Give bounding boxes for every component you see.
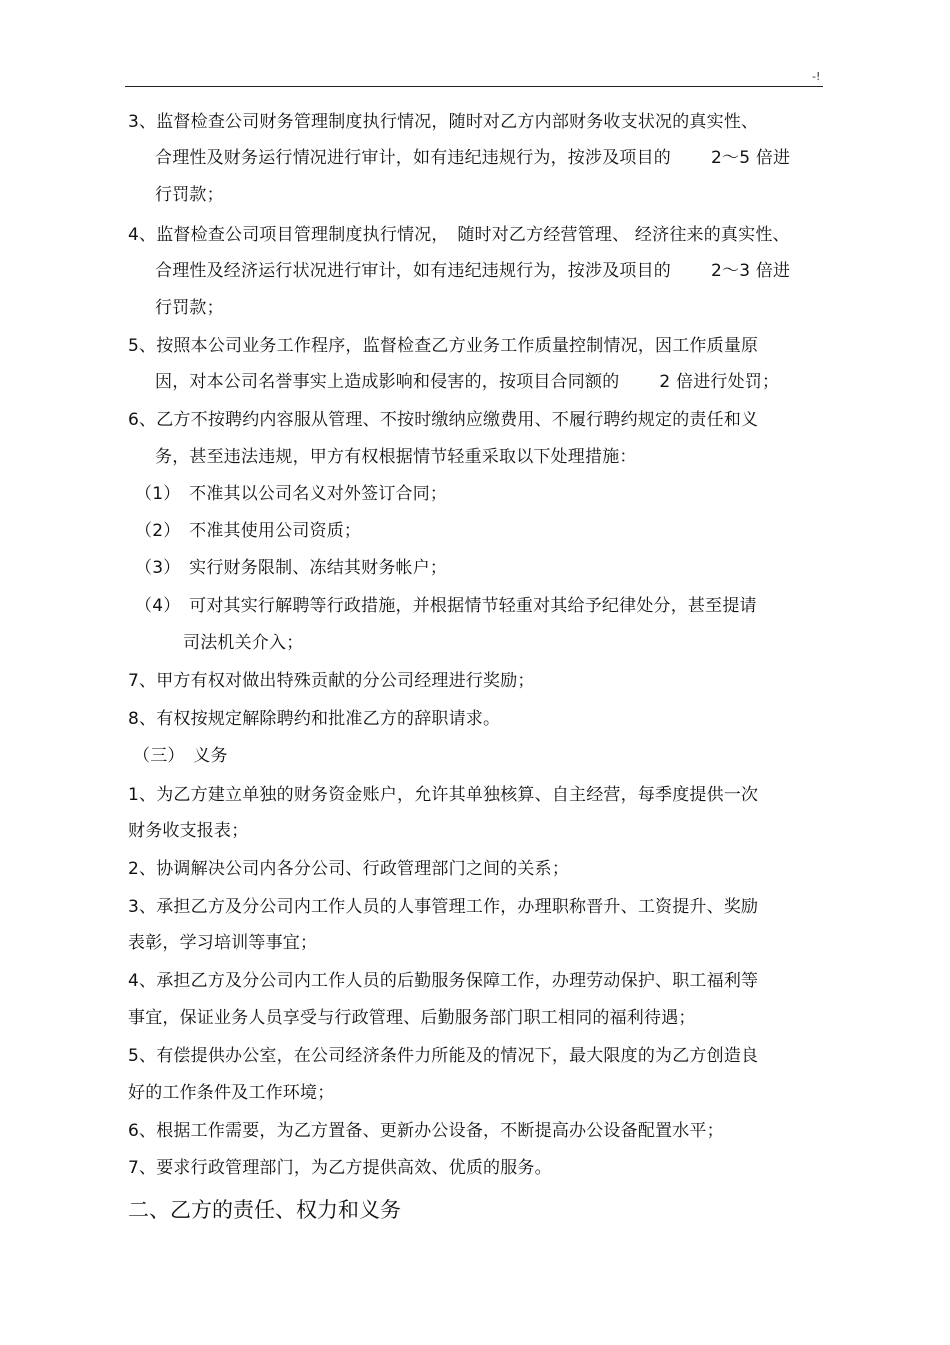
- text-line: 2、协调解决公司内各分公司、行政管理部门之间的关系；: [128, 859, 570, 879]
- text-line: 1、为乙方建立单独的财务资金账户，允许其单独核算、自主经营，每季度提供一次: [128, 785, 759, 805]
- text-line: 6、根据工作需要，为乙方置备、更新办公设备，不断提高办公设备配置水平；: [128, 1121, 724, 1141]
- text-line: 4、承担乙方及分公司内工作人员的后勤服务保障工作，办理劳动保护、职工福利等: [128, 971, 759, 991]
- header-rule: [125, 86, 823, 87]
- text-line: 因，对本公司名誉事实上造成影响和侵害的，按项目合同额的 2 倍进行处罚；: [155, 372, 780, 392]
- section-heading: 二、乙方的责任、权力和义务: [128, 1198, 401, 1222]
- list-item: （3） 实行财务限制、冻结其财务帐户；: [135, 558, 448, 578]
- list-item: （1） 不准其以公司名义对外签订合同；: [135, 484, 448, 504]
- text-line: 行罚款；: [155, 185, 224, 205]
- list-item: （4） 可对其实行解聘等行政措施，并根据情节轻重对其给予纪律处分，甚至提请: [135, 596, 757, 616]
- text-line: 7、甲方有权对做出特殊贡献的分公司经理进行奖励；: [128, 671, 535, 691]
- text-line: 3、监督检查公司财务管理制度执行情况，随时对乙方内部财务收支状况的真实性、: [128, 112, 759, 132]
- text-line: 事宜，保证业务人员享受与行政管理、后勤服务部门职工相同的福利待遇；: [128, 1008, 696, 1028]
- page-header-mark: -!: [812, 70, 821, 83]
- text-line: 5、按照本公司业务工作程序，监督检查乙方业务工作质量控制情况，因工作质量原: [128, 336, 759, 356]
- text-line: 财务收支报表；: [128, 821, 249, 841]
- text-line: 行罚款；: [155, 298, 224, 318]
- text-line: 合理性及经济运行状况进行审计，如有违纪违规行为，按涉及项目的 2～3 倍进: [155, 261, 791, 281]
- text-line: 好的工作条件及工作环境；: [128, 1083, 335, 1103]
- text-line: 表彰，学习培训等事宜；: [128, 933, 318, 953]
- text-line: 合理性及财务运行情况进行审计，如有违纪违规行为，按涉及项目的 2～5 倍进: [155, 148, 791, 168]
- text-line: 8、有权按规定解除聘约和批准乙方的辞职请求。: [128, 709, 501, 729]
- text-line: 3、承担乙方及分公司内工作人员的人事管理工作，办理职称晋升、工资提升、奖励: [128, 897, 759, 917]
- list-item: （2） 不准其使用公司资质；: [135, 521, 362, 541]
- list-item-continuation: 司法机关介入；: [183, 633, 304, 653]
- text-line: 7、要求行政管理部门，为乙方提供高效、优质的服务。: [128, 1158, 552, 1178]
- text-line: 5、有偿提供办公室，在公司经济条件力所能及的情况下，最大限度的为乙方创造良: [128, 1046, 759, 1066]
- text-line: 6、乙方不按聘约内容服从管理、不按时缴纳应缴费用、不履行聘约规定的责任和义: [128, 410, 759, 430]
- text-line: 4、监督检查公司项目管理制度执行情况， 随时对乙方经营管理、 经济往来的真实性、: [128, 225, 790, 245]
- text-line: 务，甚至违法违规，甲方有权根据情节轻重采取以下处理措施：: [155, 447, 637, 467]
- subsection-heading: （三） 义务: [133, 746, 228, 766]
